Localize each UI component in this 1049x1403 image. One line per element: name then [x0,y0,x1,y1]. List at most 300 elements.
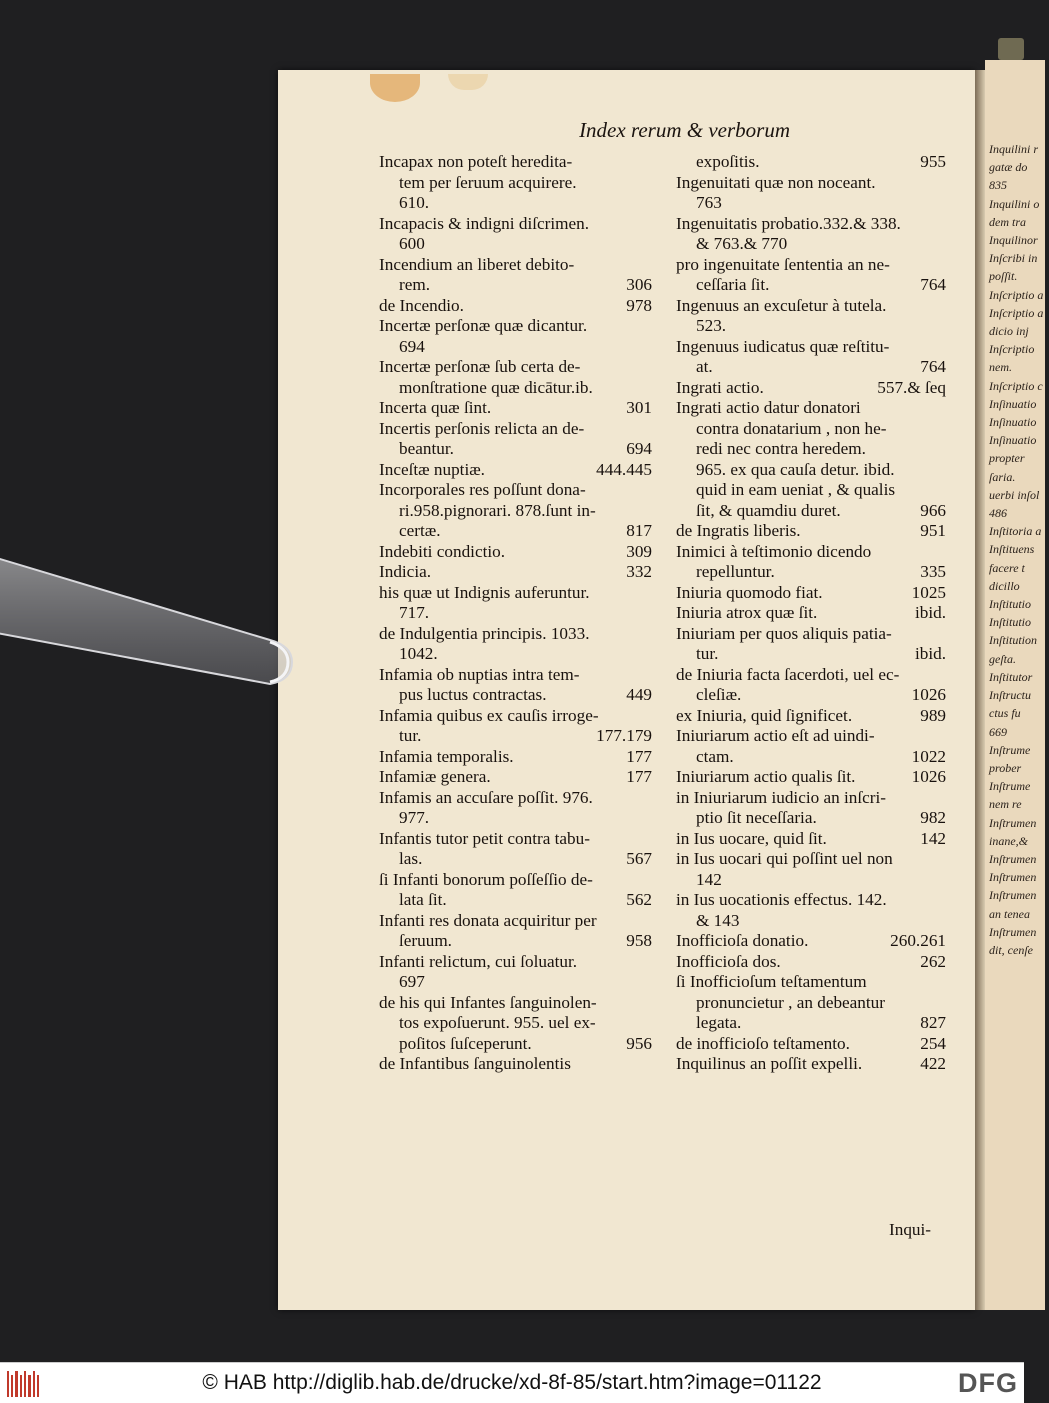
catchword: Inqui- [889,1220,932,1239]
index-entry-line [379,911,652,932]
index-page-number: 955 [920,152,946,171]
index-entry-text: ſit, & quamdiu duret. [696,500,841,520]
index-entry-text: tur. [399,726,422,745]
index-page-number: 982 [920,808,946,827]
index-entry-line [676,337,946,358]
index-entry-text: contra donatarium , non he- [696,418,887,438]
index-entry-line [676,583,946,604]
index-entry-line [379,808,652,829]
index-page-number [646,870,652,891]
index-entry-line [379,173,652,194]
facing-page-fragment: geſta. [989,651,1016,666]
index-page-number: 142 [920,828,946,848]
index-page-number [940,398,946,419]
index-entry-line [676,952,946,973]
index-entry-line [676,255,946,276]
running-heading: Index rerum & verborum [579,118,790,142]
index-page-number [940,542,946,563]
index-page-number [940,972,946,993]
facing-page-fragment: Inquilini o [989,196,1040,211]
index-page-number [646,316,652,337]
index-entry-text: Inceſtæ nuptiæ. [379,459,485,479]
index-entry-text: 965. ex qua cauſa detur. ibid. [696,459,895,479]
index-page-number: 260.261 [890,931,946,950]
index-entry-text: Iniuria atrox quæ ſit. [676,603,818,622]
index-page-number [940,316,946,337]
facing-page-fragment: propter [989,451,1025,466]
index-page-number [940,193,946,214]
index-entry-text: 523. [696,316,727,335]
index-entry-line [676,357,946,378]
index-page-number: 956 [626,1033,652,1053]
index-page-number: 764 [920,275,946,294]
index-page-number [646,911,652,932]
index-page-number: 177.179 [596,726,652,745]
index-entry-text: Infanti res donata acquiritur per [379,910,597,930]
index-page-number [646,583,652,604]
index-entry-line [379,275,652,296]
index-page-number: 764 [920,357,946,376]
index-page-number [646,173,652,194]
index-entry-line [676,993,946,1014]
index-entry-text: Incapacis & indigni diſcrimen. [379,213,590,233]
index-entry-line [379,521,652,542]
index-entry-line [379,562,652,583]
facing-page-fragment: prober [989,760,1022,775]
index-entry-text: monſtratione quæ dicātur.ib. [399,377,593,397]
index-entry-line [676,542,946,563]
index-entry-text: 142 [696,869,722,889]
index-entry-text: de inofficioſo teſtamento. [676,1033,850,1053]
index-entry-line [379,829,652,850]
index-page-number [646,993,652,1014]
index-entry-line [676,1013,946,1034]
index-entry-line [676,173,946,194]
index-page-number: 562 [626,890,652,909]
index-page-number: 1026 [911,685,946,704]
index-entry-line [379,214,652,235]
facing-page-fragment: Inſtrumen [989,888,1037,903]
index-entry-text: tur. [696,644,719,663]
facing-page [985,60,1045,1310]
facing-page-fragment: Inſtitutor [989,669,1033,684]
index-entry-text: ceſſaria ſit. [696,275,770,294]
index-entry-line [379,234,652,255]
index-entry-text: & 143 [696,910,740,930]
facing-page-fragment: Inſtrumen [989,924,1037,939]
facing-page-fragment: Inſinuatio [989,415,1037,430]
index-entry-line [379,890,652,911]
index-page-number: 444.445 [596,459,652,479]
index-entry-line [676,1054,946,1075]
index-page-number: 694 [626,439,652,458]
book-edge [998,38,1024,60]
facing-page-fragment: 669 [989,724,1007,739]
index-entry-line [379,152,652,173]
paper-stain [448,74,488,90]
index-entry-line [676,829,946,850]
index-entry-line [379,972,652,993]
index-entry-text: Infantis tutor petit contra tabu- [379,828,590,848]
index-page-number: 1026 [911,767,946,786]
facing-page-fragment: dit, cenſe [989,942,1033,957]
facing-page-fragment: ctus fu [989,706,1021,721]
facing-page-fragment: inane,& [989,833,1028,848]
index-entry-text: de Infantibus ſanguinolentis [379,1054,571,1073]
index-entry-line [676,480,946,501]
index-page-number [646,419,652,440]
index-entry-line [676,624,946,645]
index-page-number [940,993,946,1014]
index-entry-line [379,788,652,809]
index-entry-text: de his qui Infantes ſanguinolen- [379,992,597,1012]
index-entry-line [379,931,652,952]
index-entry-line [676,378,946,399]
index-entry-line [379,685,652,706]
index-page-number [646,214,652,235]
index-entry-line [676,870,946,891]
index-entry-text: Inquilinus an poſſit expelli. [676,1054,863,1073]
index-entry-line [379,747,652,768]
index-entry-line [676,275,946,296]
index-page-number [646,972,652,993]
index-entry-text: Ingenuus an excuſetur à tutela. [676,295,887,315]
index-entry-line [379,480,652,501]
facing-page-fragment: Inſcriptio [989,342,1035,357]
index-page-number [940,911,946,932]
facing-page-fragment: Inſtrume [989,742,1031,757]
index-entry-text: ſi Inofficioſum teſtamentum [676,972,867,991]
index-entry-line [379,378,652,399]
index-entry-line [676,562,946,583]
index-entry-text: beantur. [399,439,454,458]
index-entry-line [676,214,946,235]
facing-page-fragment: facere t [989,560,1025,575]
index-page-number: 951 [920,521,946,540]
index-entry-text: tos expoſuerunt. 955. uel ex- [399,1013,596,1032]
index-page-number: 262 [920,951,946,971]
index-page-number [646,255,652,276]
index-page-number [940,665,946,686]
facing-page-fragment: Inſcriptio c [989,378,1043,393]
index-entry-line [676,603,946,624]
index-entry-text: Incertæ perſonæ ſub certa de- [379,357,581,376]
facing-page-fragment: Inſtitoria a [989,524,1042,539]
index-entry-text: de Iniuria facta ſacerdoti, uel ec- [676,664,900,684]
index-page-number [940,849,946,870]
index-entry-text: repelluntur. [696,562,775,581]
index-page-number: ibid. [914,644,946,663]
index-entry-line [676,972,946,993]
index-entry-text: at. [696,357,713,376]
facing-page-fragment: gatæ do [989,160,1028,175]
index-entry-text: ri.958.pignorari. 878.ſunt in- [399,500,596,520]
facing-page-fragment: ſaria. [989,469,1016,484]
index-entry-line [676,890,946,911]
source-credit-link[interactable]: © HAB http://diglib.hab.de/drucke/xd-8f-85/start.htm?image=01122 [202,1371,822,1394]
index-entry-line [379,870,652,891]
index-entry-line [676,152,946,173]
index-entry-text: Incendium an liberet debito- [379,254,575,274]
index-entry-line [379,398,652,419]
index-entry-line [676,234,946,255]
index-entry-line [379,337,652,358]
index-entry-text: his quæ ut Indignis auferuntur. [379,582,590,602]
index-entry-text: rem. [399,275,431,294]
index-page-number [940,173,946,194]
facing-page-fragment: Inſtrumen [989,851,1037,866]
index-entry-text: Iniuriarum actio eſt ad uindi- [676,726,875,745]
index-entry-text: de Incendio. [379,295,464,315]
index-page-number: 557.& ſeq [877,377,946,397]
index-entry-line [379,439,652,460]
index-page-number [646,234,652,255]
index-entry-line [676,665,946,686]
index-entry-line [379,624,652,645]
index-entry-text: Infamia temporalis. [379,746,514,766]
index-page-number: 335 [920,562,946,581]
index-page-number [940,870,946,891]
index-entry-line [379,1054,652,1075]
facing-page-fragment: Inſtrumen [989,815,1037,830]
index-entry-text: de Ingratis liberis. [676,521,801,540]
index-page-number: 301 [626,398,652,417]
index-entry-line [676,501,946,522]
index-entry-text: Incorporales res poſſunt dona- [379,480,586,499]
index-page-number [940,234,946,255]
index-entry-line [676,419,946,440]
index-entry-line [379,603,652,624]
facing-page-fragment: Inquilinor [989,233,1038,248]
index-entry-text: & 763.& 770 [696,234,788,253]
index-entry-text: in Ius uocare, quid ſit. [676,828,827,848]
index-page-number [940,439,946,460]
index-page-number: 332 [626,562,652,581]
index-entry-text: Incertæ perſonæ quæ dicantur. [379,316,588,335]
index-entry-line [379,1013,652,1034]
index-entry-line [379,193,652,214]
index-page-number: 567 [626,849,652,868]
index-entry-text: Indicia. [379,562,432,581]
index-entry-line [379,665,652,686]
index-entry-text: de Indulgentia principis. 1033. [379,623,590,643]
index-entry-text: poſitos ſuſceperunt. [399,1033,532,1053]
index-entry-text: Ingenuus iudicatus quæ reſtitu- [676,336,890,356]
footer-bar [0,1362,1024,1403]
index-entry-text: ſeruum. [399,931,452,950]
facing-page-fragment: Inſcriptio a [989,287,1044,302]
index-entry-text: pus luctus contractas. [399,685,547,704]
facing-page-fragment: nem. [989,360,1012,375]
index-entry-text: ctam. [696,746,734,766]
index-page-number [940,890,946,911]
index-entry-text: 697 [399,972,425,991]
index-page-number: 254 [920,1033,946,1053]
index-page-number: 966 [920,500,946,520]
index-entry-text: lata ſit. [399,890,447,909]
index-page-number [646,337,652,358]
index-entry-text: legata. [696,1013,742,1032]
index-entry-text: pro ingenuitate ſententia an ne- [676,254,890,274]
facing-page-fragment: uerbi inſol [989,487,1040,502]
index-entry-line [379,357,652,378]
index-entry-text: in Ius uocari qui poſſint uel non [676,849,893,868]
facing-page-fragment: Inſtitution [989,633,1037,648]
facing-page-fragment: dem tra [989,214,1026,229]
index-page-number [940,726,946,747]
index-entry-text: Ingrati actio. [676,377,764,397]
index-entry-text: Infamiæ genera. [379,767,491,786]
index-entry-text: Indebiti condictio. [379,541,506,561]
index-entry-text: las. [399,849,423,868]
facing-page-fragment: Inſtituens [989,542,1035,557]
index-page-number [646,829,652,850]
facing-page-fragment: 835 [989,178,1007,193]
index-entry-line [676,849,946,870]
index-page-number [646,501,652,522]
index-page-number [940,419,946,440]
index-page-number [940,624,946,645]
index-page-number [940,255,946,276]
facing-page-fragment: dicillo [989,578,1020,593]
index-entry-line [676,767,946,788]
index-entry-line [676,296,946,317]
index-entry-text: 600 [399,234,425,253]
index-page-number: 978 [626,295,652,315]
index-page-number [646,808,652,829]
index-entry-text: Incerta quæ ſint. [379,398,492,417]
index-page-number [646,480,652,501]
index-entry-line [676,931,946,952]
index-entry-text: cleſiæ. [696,685,742,704]
index-entry-line [379,993,652,1014]
index-page-number: 422 [920,1054,946,1073]
index-page-number: 1022 [911,746,946,766]
index-entry-text: Inofficioſa donatio. [676,931,809,950]
index-entry-text: tem per ſeruum acquirere. [399,172,577,192]
index-entry-text: 977. [399,808,430,827]
facing-page-fragment: Inſtructu [989,688,1031,703]
index-entry-text: ſi Infanti bonorum poſſeſſio de- [379,869,593,889]
index-entry-line [379,316,652,337]
index-page-number: 309 [626,541,652,561]
index-entry-text: Incapax non poteſt heredita- [379,152,573,171]
facing-page-fragment: Inſinuatio [989,433,1037,448]
index-entry-line [379,583,652,604]
index-entry-text: expoſitis. [696,152,760,171]
index-page-number: 306 [626,275,652,294]
facing-page-fragment: Inquilini r [989,142,1039,156]
index-page-number: 958 [626,931,652,950]
index-page-number [646,665,652,686]
facing-page-fragment: Inſcriptio a [989,305,1044,320]
index-entry-line [676,726,946,747]
index-page-number [646,603,652,624]
index-entry-text: Inofficioſa dos. [676,951,781,971]
index-page-number [940,214,946,235]
index-page-number [646,1054,652,1075]
index-entry-text: 717. [399,603,430,622]
facing-page-fragment: Inſtrumen [989,870,1037,885]
index-entry-line [379,644,652,665]
index-entry-line [379,255,652,276]
index-entry-text: Infamia quibus ex cauſis irroge- [379,705,599,725]
index-entry-line [676,1034,946,1055]
index-page-number: 817 [626,521,652,540]
paper-stain [370,74,420,102]
index-entry-line [676,521,946,542]
index-entry-text: Iniuria quomodo fiat. [676,582,823,602]
index-page-number [646,152,652,173]
index-entry-line [676,706,946,727]
index-page-number: 177 [626,746,652,766]
index-page-number [646,706,652,727]
index-entry-line [379,952,652,973]
index-page-number [940,337,946,358]
index-entry-text: Inimici à teſtimonio dicendo [676,541,872,561]
index-entry-text: Infamia ob nuptias intra tem- [379,664,580,684]
index-entry-line [379,542,652,563]
facing-page-fragment: Inſtrume [989,779,1031,794]
index-entry-text: Iniuriarum actio qualis ſit. [676,767,856,786]
index-entry-line [379,501,652,522]
index-page-number [646,644,652,665]
index-page-number: 1025 [911,582,946,602]
index-entry-line [676,911,946,932]
index-entry-line [676,788,946,809]
index-entry-line [676,747,946,768]
index-entry-line [379,726,652,747]
index-page-number [940,296,946,317]
index-entry-text: certæ. [399,521,441,540]
index-entry-text: 763 [696,193,722,212]
index-entry-text: Ingrati actio datur donatori [676,398,861,417]
book-page [278,70,975,1310]
index-entry-text: quid in eam ueniat , & qualis [696,480,896,499]
index-entry-line [676,685,946,706]
index-page-number [940,460,946,481]
index-page-number [646,357,652,378]
index-page-number [646,788,652,809]
index-page-number: 177 [626,767,652,786]
index-page-number [646,378,652,399]
dfg-logo: DFG [958,1368,1018,1398]
index-page-number [646,1013,652,1034]
facing-page-fragment: 486 [989,506,1007,521]
index-page-number [940,480,946,501]
index-page-number: 827 [920,1013,946,1032]
index-entry-text: Iniuriam per quos aliquis patia- [676,623,892,643]
index-entry-text: ex Iniuria, quid ſignificet. [676,705,853,725]
facing-page-fragment: Inſinuatio [989,396,1037,411]
index-entry-line [379,767,652,788]
book-gutter [975,70,985,1310]
index-entry-line [676,193,946,214]
index-page-number: 989 [920,705,946,725]
index-page-number: 449 [626,685,652,704]
index-entry-text: 1042. [399,644,438,663]
index-entry-text: pronuncietur , an debeantur [696,992,885,1012]
index-entry-text: in Iniuriarum iudicio an inſcri- [676,787,887,807]
index-entry-line [379,706,652,727]
index-page-number [646,952,652,973]
facing-page-fragment: Inſtitutio [989,597,1031,612]
index-entry-text: Ingenuitati quæ non noceant. [676,172,876,192]
facing-page-fragment: dicio inj [989,324,1029,339]
index-entry-text: Ingenuitatis probatio.332.& 338. [676,213,901,233]
index-entry-text: 610. [399,193,430,212]
index-column-left [379,152,652,1075]
